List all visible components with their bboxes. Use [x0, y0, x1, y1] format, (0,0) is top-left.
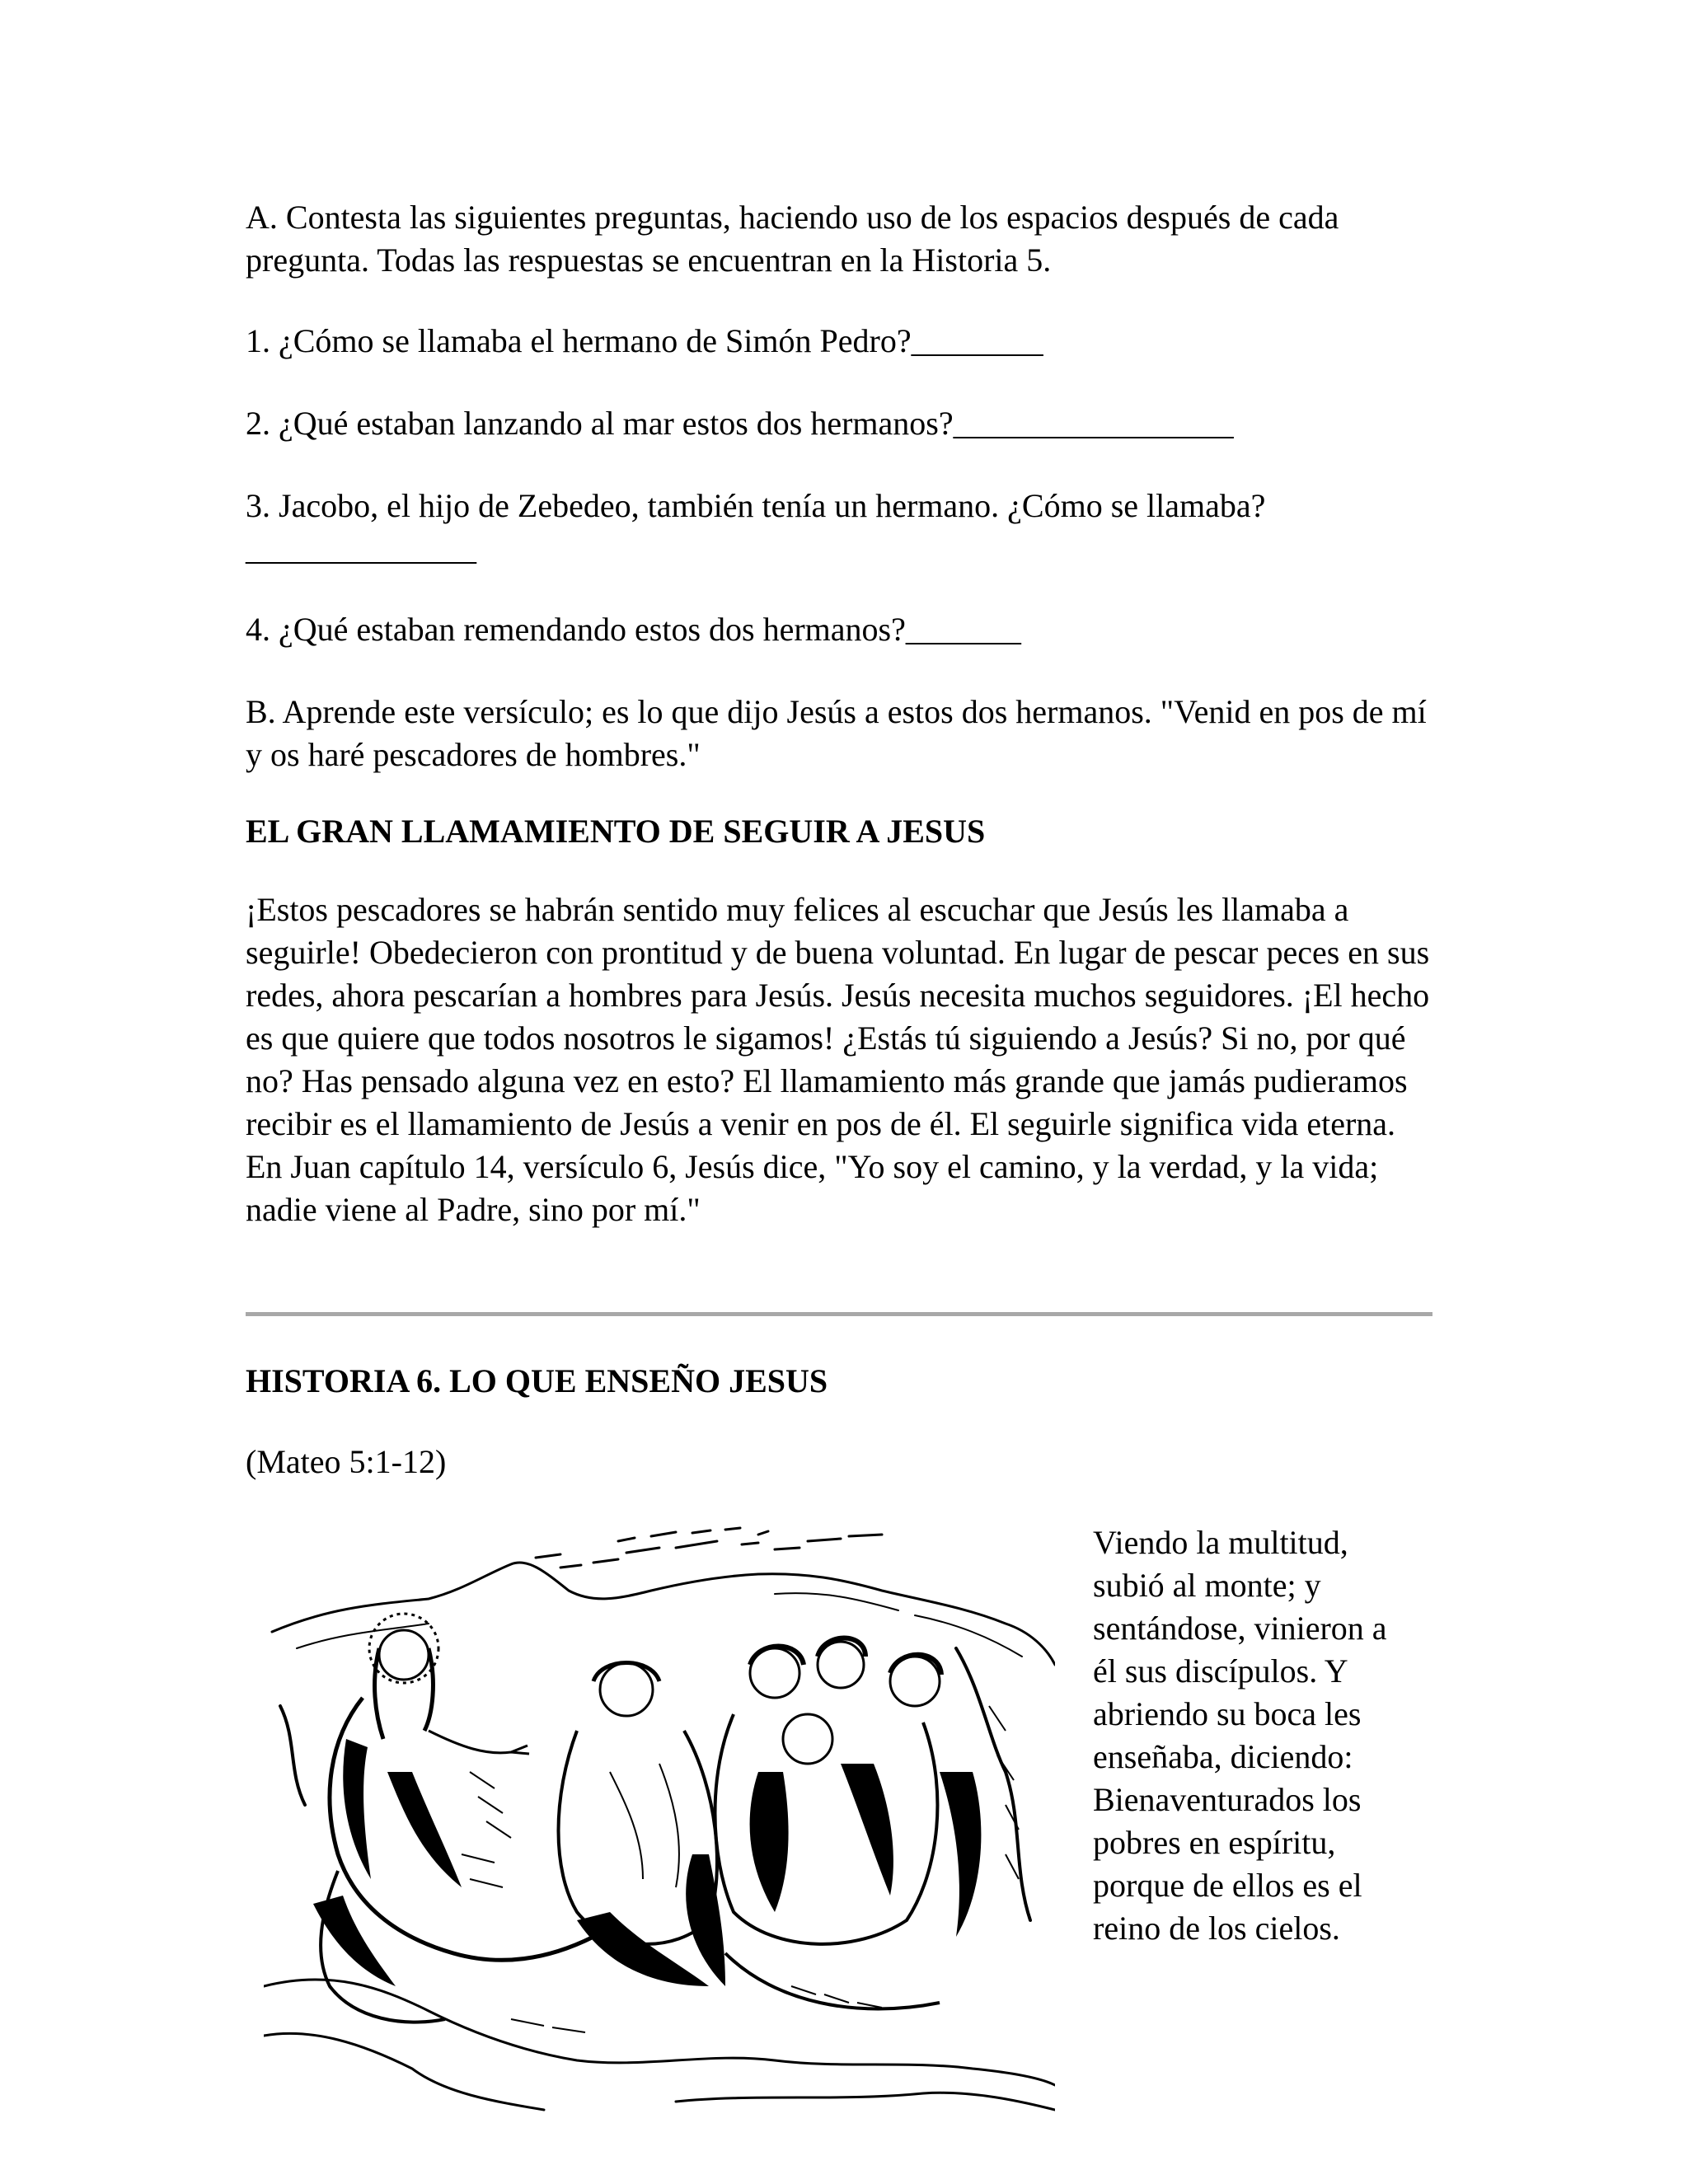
- verse-line: enseñaba, diciendo:: [1093, 1738, 1353, 1775]
- question-2-answer-blank[interactable]: _________________: [953, 405, 1234, 442]
- question-1: [246, 320, 1043, 363]
- question-4-answer-blank[interactable]: _______: [905, 611, 1021, 648]
- verse-line: Bienaventurados los: [1093, 1781, 1362, 1818]
- story-6-heading: HISTORIA 6. LO QUE ENSEÑO JESUS: [246, 1362, 828, 1399]
- verse-line: pobres en espíritu,: [1093, 1824, 1336, 1861]
- question-4-text: 4. ¿Qué estaban remendando estos dos hermanos?: [246, 611, 906, 648]
- question-2: [246, 402, 1234, 445]
- beatitudes-passage: [1093, 1521, 1439, 1950]
- verse-line: porque de ellos es el: [1093, 1867, 1362, 1904]
- call-section-heading: EL GRAN LLAMAMIENTO DE SEGUIR A JESUS: [246, 813, 986, 850]
- verse-line: subió al monte; y: [1093, 1567, 1321, 1604]
- section-divider: [246, 1312, 1432, 1316]
- section-a-instructions: A. Contesta las siguientes preguntas, haciendo uso de los espacios después de cada pregunta. Todas las respuestas se encuentran en la Historia 5.: [246, 199, 1339, 279]
- sermon-on-the-mount-illustration: [264, 1525, 1055, 2118]
- verse-line: Viendo la multitud,: [1093, 1524, 1348, 1561]
- verse-line: él sus discípulos. Y: [1093, 1652, 1348, 1690]
- question-1-answer-blank[interactable]: ________: [911, 322, 1043, 359]
- verse-line: abriendo su boca les: [1093, 1695, 1362, 1732]
- question-3-answer-blank[interactable]: ______________: [246, 530, 476, 567]
- question-2-text: 2. ¿Qué estaban lanzando al mar estos dos hermanos?: [246, 405, 954, 442]
- question-3: [246, 485, 1432, 570]
- question-3-text: 3. Jacobo, el hijo de Zebedeo, también tenía un hermano. ¿Cómo se llamaba?: [246, 487, 1266, 524]
- verse-line: reino de los cielos.: [1093, 1910, 1340, 1947]
- question-4: [246, 608, 1021, 651]
- verse-line: sentándose, vinieron a: [1093, 1610, 1387, 1647]
- section-b-memory-verse: B. Aprende este versículo; es lo que dijo Jesús a estos dos hermanos. "Venid en pos de mí y os haré pescadores de hombres.": [246, 693, 1427, 773]
- question-1-text: 1. ¿Cómo se llamaba el hermano de Simón Pedro?: [246, 322, 912, 359]
- scripture-reference: (Mateo 5:1-12): [246, 1443, 447, 1480]
- call-section-body: ¡Estos pescadores se habrán sentido muy felices al escuchar que Jesús les llamaba a seguirle! Obedecieron con prontitud y de buena voluntad. En lugar de pescar peces en sus redes, ahora pescarían a hombres para Jesús. Jesús necesita muchos seguidores. ¡El hecho es que quiere que todos nosotros le sigamos! ¿Estás tú siguiendo a Jesús? Si no, por qué no? Has pensado alguna vez en esto? El llamamiento más grande que jamás pudieramos recibir es el llamamiento de Jesús a venir en pos de él. El seguirle significa vida eterna. En Juan capítulo 14, versículo 6, Jesús dice, "Yo soy el camino, y la verdad, y la vida; nadie viene al Padre, sino por mí.": [246, 891, 1430, 1228]
